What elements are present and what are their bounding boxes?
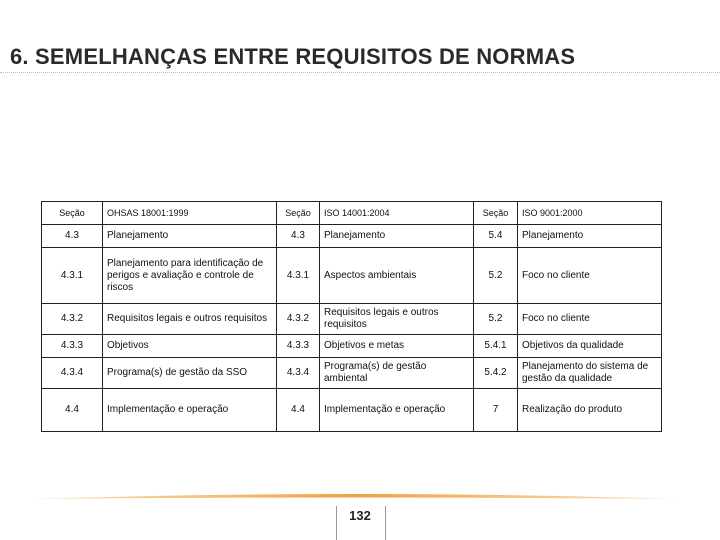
header-cell: Seção bbox=[42, 202, 103, 225]
table-cell: Aspectos ambientais bbox=[320, 248, 474, 304]
table-cell: 7 bbox=[474, 389, 518, 432]
table-cell: 4.3.3 bbox=[277, 335, 320, 358]
footer-swoosh-decoration bbox=[30, 487, 680, 507]
table-cell: 4.3.4 bbox=[42, 358, 103, 389]
header-cell: OHSAS 18001:1999 bbox=[103, 202, 277, 225]
table-cell: 5.4.2 bbox=[474, 358, 518, 389]
table-cell: Objetivos e metas bbox=[320, 335, 474, 358]
table-cell: 4.3.4 bbox=[277, 358, 320, 389]
table-cell: 4.3.1 bbox=[42, 248, 103, 304]
table-row bbox=[42, 225, 662, 248]
table-cell: 4.4 bbox=[277, 389, 320, 432]
table-cell: Foco no cliente bbox=[518, 304, 662, 335]
table-cell: Requisitos legais e outros requisitos bbox=[320, 304, 474, 335]
table-row bbox=[42, 335, 662, 358]
page-number: 132 bbox=[349, 508, 371, 523]
table-cell: 4.3 bbox=[42, 225, 103, 248]
table-cell: Planejamento bbox=[320, 225, 474, 248]
header-cell: Seção bbox=[277, 202, 320, 225]
header-cell: ISO 14001:2004 bbox=[320, 202, 474, 225]
table-cell: 5.4 bbox=[474, 225, 518, 248]
table-cell: 5.2 bbox=[474, 304, 518, 335]
table-cell: Planejamento bbox=[518, 225, 662, 248]
table-cell: Objetivos bbox=[103, 335, 277, 358]
table-row bbox=[42, 248, 662, 304]
table-cell: Foco no cliente bbox=[518, 248, 662, 304]
table-cell: Implementação e operação bbox=[103, 389, 277, 432]
table-cell: Planejamento para identificação de perigos e avaliação e controle de riscos bbox=[103, 248, 277, 304]
table-cell: Objetivos da qualidade bbox=[518, 335, 662, 358]
table-cell: 4.3.2 bbox=[277, 304, 320, 335]
standards-comparison-table bbox=[41, 201, 662, 432]
table-header-row bbox=[42, 202, 662, 225]
table-cell: Requisitos legais e outros requisitos bbox=[103, 304, 277, 335]
table-cell: 4.3.3 bbox=[42, 335, 103, 358]
table-row bbox=[42, 304, 662, 335]
table-row bbox=[42, 358, 662, 389]
table-cell: Implementação e operação bbox=[320, 389, 474, 432]
slide-title: 6. SEMELHANÇAS ENTRE REQUISITOS DE NORMAS bbox=[10, 44, 576, 69]
table-cell: 4.3.1 bbox=[277, 248, 320, 304]
table-cell: Planejamento bbox=[103, 225, 277, 248]
table-cell: 4.4 bbox=[42, 389, 103, 432]
table-cell: 5.2 bbox=[474, 248, 518, 304]
table-cell: 4.3 bbox=[277, 225, 320, 248]
table-cell: Programa(s) de gestão ambiental bbox=[320, 358, 474, 389]
header-cell: ISO 9001:2000 bbox=[518, 202, 662, 225]
table-cell: 4.3.2 bbox=[42, 304, 103, 335]
table-row bbox=[42, 389, 662, 432]
table-cell: Realização do produto bbox=[518, 389, 662, 432]
header-cell: Seção bbox=[474, 202, 518, 225]
table-cell: Programa(s) de gestão da SSO bbox=[103, 358, 277, 389]
table-cell: Planejamento do sistema de gestão da qualidade bbox=[518, 358, 662, 389]
table-cell: 5.4.1 bbox=[474, 335, 518, 358]
title-divider bbox=[0, 72, 720, 73]
